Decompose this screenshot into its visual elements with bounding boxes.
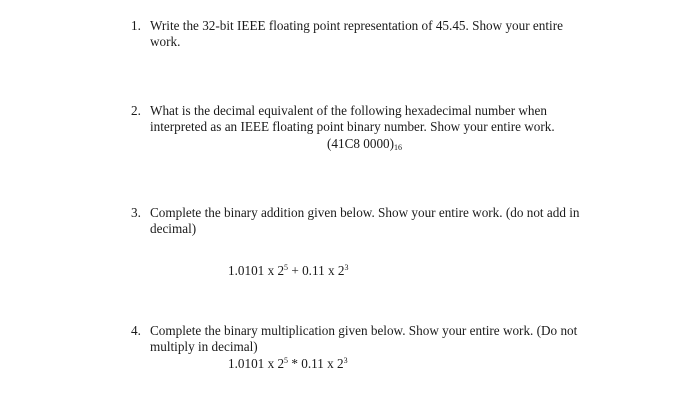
term1-mantissa: 1.0101 x 2 (228, 356, 285, 371)
question-number: 2. (131, 103, 141, 118)
term1-mantissa: 1.0101 x 2 (228, 263, 285, 278)
addition-expression (228, 263, 348, 279)
term2-exponent: 3 (344, 263, 349, 272)
term2-exponent: 3 (343, 356, 348, 365)
question-text (150, 18, 610, 50)
operator: + (288, 263, 303, 278)
question-text (150, 323, 610, 355)
hex-value: (41C8 0000) (327, 136, 395, 151)
term1-exponent: 5 (284, 263, 289, 272)
question-line: interpreted as an IEEE floating point binary number. Show your entire work. (150, 119, 555, 134)
question-number: 4. (131, 323, 141, 338)
question-line: decimal) (150, 221, 197, 236)
question-line: Complete the binary addition given below. Show your entire work. (do not add in (150, 205, 580, 220)
multiplication-expression (228, 356, 348, 372)
term2-mantissa: 0.11 x 2 (301, 356, 344, 371)
operator: * (288, 356, 302, 371)
term1-exponent: 5 (284, 356, 289, 365)
question-text (150, 205, 610, 237)
question-number: 3. (131, 205, 141, 220)
question-line: multiply in decimal) (150, 339, 258, 354)
term2-mantissa: 0.11 x 2 (302, 263, 345, 278)
question-line: Complete the binary multiplication given below. Show your entire work. (Do not (150, 323, 578, 338)
question-line: Write the 32-bit IEEE floating point representation of 45.45. Show your entire (150, 18, 563, 33)
question-line: work. (150, 34, 181, 49)
hex-base: 16 (394, 143, 403, 152)
question-line: What is the decimal equivalent of the following hexadecimal number when (150, 103, 547, 118)
hex-expression (327, 136, 402, 152)
question-number: 1. (131, 18, 141, 33)
question-text (150, 103, 610, 135)
